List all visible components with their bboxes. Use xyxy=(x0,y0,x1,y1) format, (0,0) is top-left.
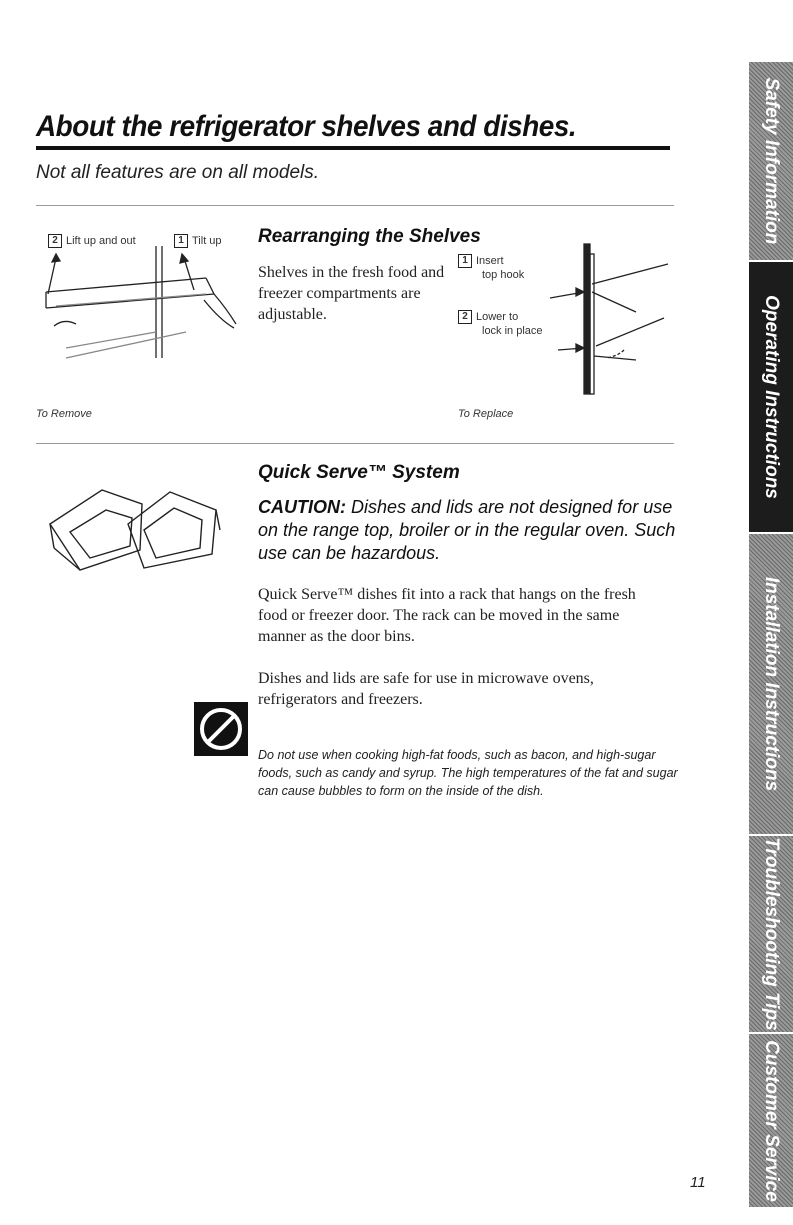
page-title: About the refrigerator shelves and dishes. xyxy=(36,110,577,143)
page-number: 11 xyxy=(690,1174,706,1191)
quick-serve-paragraph-1: Quick Serve™ dishes fit into a rack that hangs on the fresh food or freezer door. The rack can be moved in the same manner as the door bins. xyxy=(258,586,636,645)
replace-caption: To Replace xyxy=(458,408,514,420)
tab-label: Customer Service xyxy=(761,1039,782,1202)
shelves-body: Shelves in the fresh food and freezer compartments are adjustable. xyxy=(258,264,445,323)
tab-customer-service[interactable] xyxy=(749,1034,793,1207)
no-symbol-icon xyxy=(194,702,248,756)
quick-serve-warning-note: Do not use when cooking high-fat foods, such as bacon, and high-sugar foods, such as candy and syrup. The high temperatures of the fat and sugar can cause bubbles to form on the inside of the dish. xyxy=(258,748,678,798)
quick-serve-heading: Quick Serve™ System xyxy=(258,462,460,483)
replace-step-1-line-1: Insert xyxy=(476,255,504,267)
step-number-2: 2 xyxy=(458,310,472,324)
replace-step-1-line-2: top hook xyxy=(482,269,525,282)
section-divider xyxy=(36,443,674,444)
quick-serve-paragraph-2: Dishes and lids are safe for use in microwave ovens, refrigerators and freezers. xyxy=(258,670,594,708)
section-tabs-sidebar xyxy=(749,62,793,1207)
shelves-heading: Rearranging the Shelves xyxy=(258,226,481,247)
tab-label: Installation Instructions xyxy=(761,576,782,792)
tab-label: Troubleshooting Tips xyxy=(761,837,782,1031)
remove-step-1 xyxy=(174,234,222,248)
remove-shelf-illustration xyxy=(36,228,241,398)
tab-troubleshooting-tips[interactable] xyxy=(749,836,793,1032)
step-number-1: 1 xyxy=(174,234,188,248)
quick-serve-dishes-illustration xyxy=(40,470,230,590)
tab-safety-information[interactable] xyxy=(749,62,793,260)
caution-statement xyxy=(258,496,678,565)
dishes-drawing xyxy=(40,470,230,580)
replace-step-1 xyxy=(458,254,524,282)
tab-label: Safety Information xyxy=(761,77,782,245)
tab-label: Operating Instructions xyxy=(761,295,782,499)
caution-label: CAUTION: xyxy=(258,497,346,517)
title-underline xyxy=(36,146,670,150)
remove-step-1-label: Tilt up xyxy=(192,235,222,247)
replace-step-2-line-2: lock in place xyxy=(482,325,543,338)
shelf-remove-drawing xyxy=(36,228,241,368)
step-number-1: 1 xyxy=(458,254,472,268)
prohibited-icon xyxy=(194,702,248,756)
page-subtitle: Not all features are on all models. xyxy=(36,162,320,183)
replace-shelf-illustration xyxy=(458,234,673,404)
section-divider xyxy=(36,205,674,206)
tab-installation-instructions[interactable] xyxy=(749,534,793,834)
replace-step-2 xyxy=(458,310,543,338)
step-number-2: 2 xyxy=(48,234,62,248)
remove-step-2 xyxy=(48,234,136,248)
remove-caption: To Remove xyxy=(36,408,92,420)
replace-step-2-line-1: Lower to xyxy=(476,311,519,323)
tab-operating-instructions[interactable] xyxy=(749,262,793,532)
remove-step-2-label: Lift up and out xyxy=(66,235,136,247)
caution-text: Dishes and lids are not designed for use on the range top, broiler or in the regular oven. Such use can be hazardous. xyxy=(258,497,676,563)
